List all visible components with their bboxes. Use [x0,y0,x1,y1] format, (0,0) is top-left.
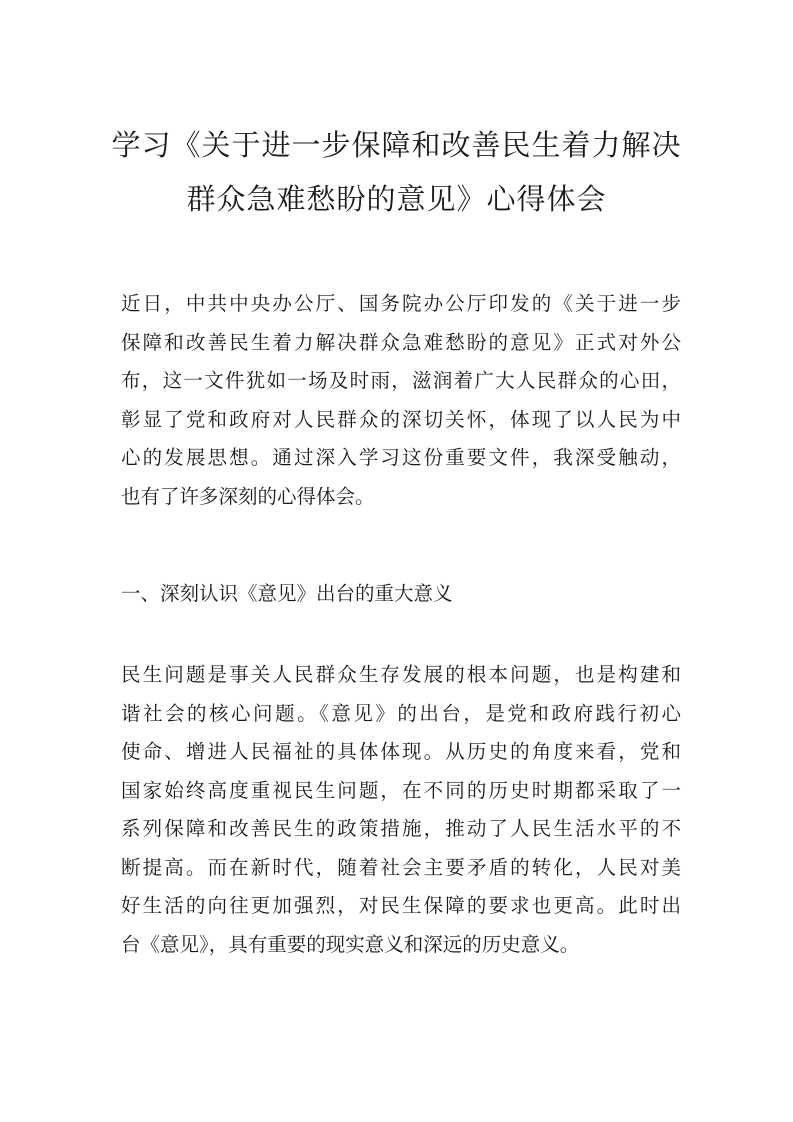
paragraph-line: 台《意见》，具有重要的现实意义和深远的历史意义。 [121,932,580,956]
paragraph-line: 保障和改善民生着力解决群众急难愁盼的意见》正式对外公 [121,330,681,354]
title-line: 群众急难愁盼的意见》心得体会 [186,182,607,216]
paragraph-line: 彰显了党和政府对人民群众的深切关怀，体现了以人民为中 [121,407,681,431]
paragraph-line: 断提高。而在新时代，随着社会主要矛盾的转化，人民对美 [121,855,681,879]
paragraph-line: 心的发展思想。通过深入学习这份重要文件，我深受触动， [121,446,681,469]
paragraph-line: 好生活的向往更加强烈，对民生保障的要求也更高。此时出 [121,894,681,917]
title-line: 学习《关于进一步保障和改善民生着力解决 [111,128,682,162]
paragraph-line: 使命、增进人民福祉的具体体现。从历史的角度来看，党和 [121,740,681,763]
paragraph-line: 民生问题是事关人民群众生存发展的根本问题，也是构建和 [121,663,681,686]
document-title [100,118,693,226]
section-heading: 一、深刻认识《意见》出台的重大意义 [121,582,453,605]
paragraph-line: 系列保障和改善民生的政策措施，推动了人民生活水平的不 [121,817,681,840]
paragraph-line: 布，这一文件犹如一场及时雨，滋润着广大人民群众的心田， [121,369,681,392]
paragraph-line: 国家始终高度重视民生问题，在不同的历史时期都采取了一 [121,778,681,802]
paragraph-line: 也有了许多深刻的心得体会。 [121,484,375,508]
intro-paragraph [121,285,681,516]
paragraph-line: 近日，中共中央办公厅、国务院办公厅印发的《关于进一步 [121,292,681,315]
section-one-paragraph [121,656,681,964]
paragraph-line: 谐社会的核心问题。《意见》的出台，是党和政府践行初心 [121,701,681,725]
